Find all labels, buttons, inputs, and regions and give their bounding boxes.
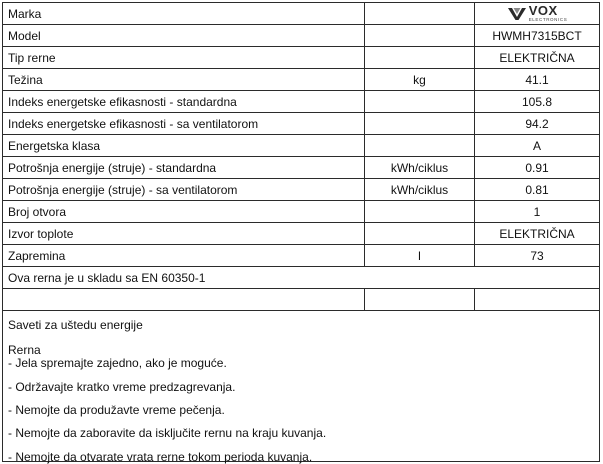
spec-row-eei-fan xyxy=(3,113,600,135)
spec-unit: l xyxy=(365,245,475,267)
empty-cell xyxy=(475,289,600,311)
spec-unit xyxy=(365,113,475,135)
spec-row-consumption-fan xyxy=(3,179,600,201)
spec-value: 41.1 xyxy=(475,69,600,91)
spec-label: Marka xyxy=(3,3,365,25)
spec-value: A xyxy=(475,135,600,157)
spec-row-energy-class xyxy=(3,135,600,157)
spec-label: Zapremina xyxy=(3,245,365,267)
spec-unit xyxy=(365,3,475,25)
spec-value: 0.81 xyxy=(475,179,600,201)
spec-label: Izvor toplote xyxy=(3,223,365,245)
spec-value: HWMH7315BCT xyxy=(475,25,600,47)
tips-subheading: Rerna xyxy=(8,343,41,357)
spec-value: 73 xyxy=(475,245,600,267)
spec-label: Broj otvora xyxy=(3,201,365,223)
tips-heading: Saveti za uštedu energije xyxy=(8,318,143,332)
compliance-row xyxy=(3,267,600,289)
spec-value: 1 xyxy=(475,201,600,223)
spec-unit xyxy=(365,47,475,69)
vox-logo xyxy=(507,4,568,24)
spec-unit: kg xyxy=(365,69,475,91)
spec-row-model xyxy=(3,25,600,47)
brand-logo-cell xyxy=(475,3,600,25)
spec-unit xyxy=(365,223,475,245)
spec-unit xyxy=(365,135,475,157)
spec-row-type xyxy=(3,47,600,69)
spec-value: 105.8 xyxy=(475,91,600,113)
logo-subtitle: ELECTRONICS xyxy=(528,17,568,23)
spec-row-heat-source xyxy=(3,223,600,245)
spec-unit xyxy=(365,25,475,47)
spec-label: Model xyxy=(3,25,365,47)
spec-value: ELEKTRIČNA xyxy=(475,223,600,245)
spec-label: Potrošnja energije (struje) - sa ventilatorom xyxy=(3,179,365,201)
spec-unit xyxy=(365,201,475,223)
spec-table xyxy=(2,2,600,311)
vox-logo-mark-icon xyxy=(507,7,527,21)
spec-label: Indeks energetske efikasnosti - standardna xyxy=(3,91,365,113)
spec-value: 0.91 xyxy=(475,157,600,179)
empty-cell xyxy=(365,289,475,311)
tip-item: - Jela spremajte zajedno, ako je moguće. xyxy=(8,356,227,370)
tip-item: - Nemojte da otvarate vrata rerne tokom perioda kuvanja. xyxy=(8,450,313,464)
tip-item: - Nemojte da produžavte vreme pečenja. xyxy=(8,403,225,417)
logo-wordmark: VOX xyxy=(528,3,558,19)
spec-unit: kWh/ciklus xyxy=(365,157,475,179)
spec-row-weight xyxy=(3,69,600,91)
spec-row-volume xyxy=(3,245,600,267)
spec-row-cavities xyxy=(3,201,600,223)
compliance-note: Ova rerna je u skladu sa EN 60350-1 xyxy=(3,267,600,289)
spec-row-consumption-standard xyxy=(3,157,600,179)
empty-row xyxy=(3,289,600,311)
product-info-sheet xyxy=(2,2,600,462)
spec-label: Tip rerne xyxy=(3,47,365,69)
spec-label: Težina xyxy=(3,69,365,91)
tip-item: - Nemojte da zaboravite da isključite rernu na kraju kuvanja. xyxy=(8,426,327,440)
spec-unit xyxy=(365,91,475,113)
energy-saving-tips xyxy=(2,311,600,462)
spec-unit: kWh/ciklus xyxy=(365,179,475,201)
spec-row-eei-standard xyxy=(3,91,600,113)
empty-cell xyxy=(3,289,365,311)
spec-label: Potrošnja energije (struje) - standardna xyxy=(3,157,365,179)
spec-label: Indeks energetske efikasnosti - sa ventilatorom xyxy=(3,113,365,135)
spec-label: Energetska klasa xyxy=(3,135,365,157)
spec-value: 94.2 xyxy=(475,113,600,135)
spec-value: ELEKTRIČNA xyxy=(475,47,600,69)
spec-row-brand xyxy=(3,3,600,25)
tip-item: - Održavajte kratko vreme predzagrevanja. xyxy=(8,380,236,394)
